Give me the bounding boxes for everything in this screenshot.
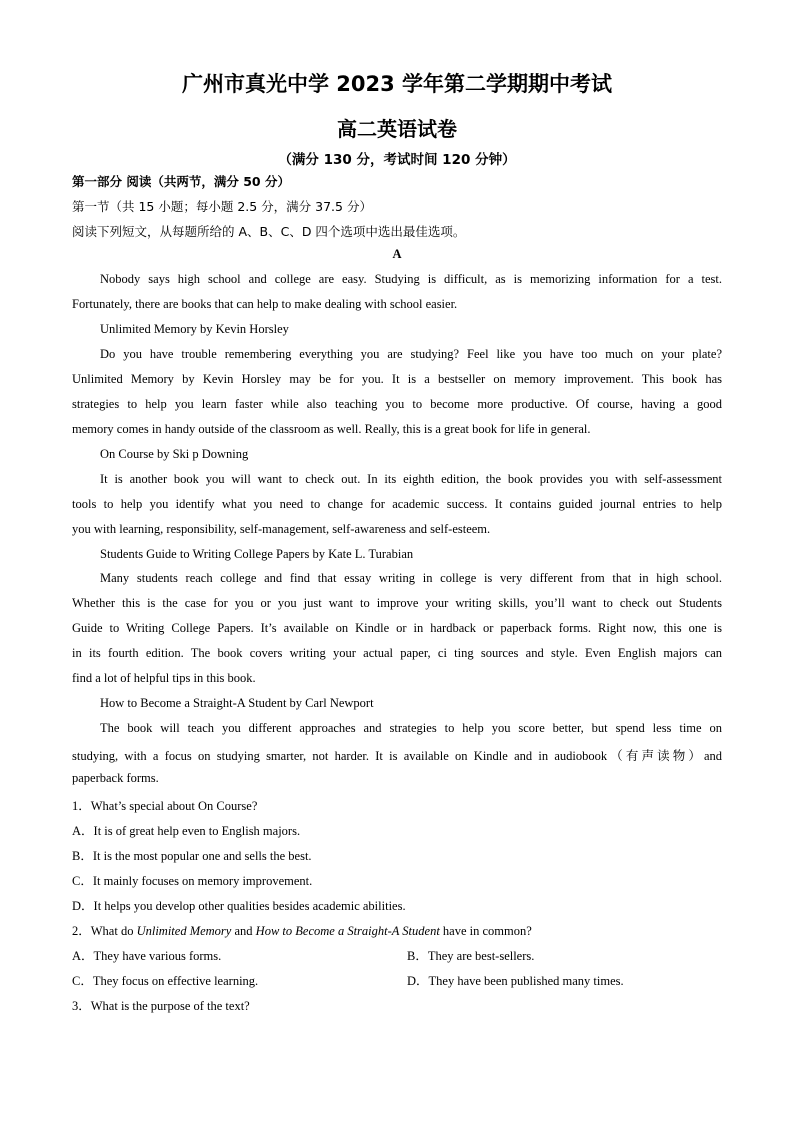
passage-line: studying, with a focus on studying smarter, not harder. It is available on Kindle and in audiobook（有声读物）and — [72, 749, 722, 763]
q1-option-b: B．It is the most popular one and sells the best. — [72, 849, 312, 863]
passage-line: strategies to help you learn faster while also teaching you to become more productive. Of course, having a good — [72, 397, 722, 411]
q2-book-title: Unlimited Memory — [136, 924, 232, 938]
q1-option-c: C．It mainly focuses on memory improvement. — [72, 874, 313, 888]
q2-text: have in common? — [439, 924, 532, 938]
q1-option-d: D．It helps you develop other qualities besides academic abilities. — [72, 899, 406, 913]
q2-option-b: B．They are best-sellers. — [407, 949, 535, 963]
section-instruction: 阅读下列短文，从每题所给的 A、B、C、D 四个选项中选出最佳选项。 — [72, 224, 466, 239]
q2-text: 2．What do — [72, 924, 137, 938]
q2-option-c: C．They focus on effective learning. — [72, 974, 259, 988]
passage-line: memory comes in handy outside of the classroom as well. Really, this is a great book for life in general. — [72, 422, 591, 436]
section-subpart: 第一节（共 15 小题；每小题 2.5 分，满分 37.5 分） — [72, 199, 372, 214]
q2-option-d: D．They have been published many times. — [407, 974, 624, 988]
question-3: 3．What is the purpose of the text? — [72, 999, 250, 1013]
book-heading: On Course by Ski p Downing — [100, 447, 249, 461]
passage-line: Whether this is the case for you or you just want to improve your writing skills, you’ll want to check out Students — [72, 596, 722, 610]
passage-line: Fortunately, there are books that can help to make dealing with school easier. — [72, 297, 458, 311]
q2-text: and — [231, 924, 256, 938]
passage-line: Unlimited Memory by Kevin Horsley may be for you. It is a bestseller on memory improvement. This book has — [72, 372, 722, 386]
passage-line: in its fourth edition. The book covers writing your actual paper, ci ting sources and style. Even English majors can — [72, 646, 722, 660]
exam-title: 广州市真光中学 2023 学年第二学期期中考试 — [181, 72, 613, 96]
exam-subtitle: 高二英语试卷 — [337, 117, 457, 141]
passage-label: A — [392, 247, 402, 261]
question-1: 1．What’s special about On Course? — [72, 799, 258, 813]
question-2 — [72, 921, 532, 939]
q2-book-title: How to Become a Straight-A Student — [255, 924, 440, 938]
exam-note: （满分 130 分，考试时间 120 分钟） — [278, 152, 516, 168]
passage-line: you with learning, responsibility, self-management, self-awareness and self-esteem. — [72, 522, 491, 536]
book-heading: Students Guide to Writing College Papers by Kate L. Turabian — [100, 547, 414, 561]
passage-line: find a lot of helpful tips in this book. — [72, 671, 256, 685]
passage-line: Guide to Writing College Papers. It’s available on Kindle or in hardback or paperback forms. Right now, this one is — [72, 621, 722, 635]
passage-line: Do you have trouble remembering everything you are studying? Feel like you have too much on your plate? — [100, 347, 722, 361]
q1-option-a: A．It is of great help even to English majors. — [72, 824, 301, 838]
passage-line: It is another book you will want to check out. In its eighth edition, the book provides you with self-assessment — [100, 472, 722, 486]
passage-line: paperback forms. — [72, 771, 159, 785]
passage-line: Nobody says high school and college are easy. Studying is difficult, as is memorizing information for a test. — [100, 272, 722, 286]
section-part: 第一部分 阅读（共两节，满分 50 分） — [72, 174, 290, 189]
passage-line: tools to help you identify what you need to change for academic success. It contains guided journal entries to help — [72, 497, 722, 511]
book-heading: Unlimited Memory by Kevin Horsley — [100, 322, 289, 336]
passage-line: The book will teach you different approaches and strategies to help you score better, but spend less time on — [100, 721, 722, 735]
book-heading: How to Become a Straight-A Student by Carl Newport — [100, 696, 374, 710]
q2-option-a: A．They have various forms. — [72, 949, 222, 963]
passage-line: Many students reach college and find that essay writing in college is very different from that in high school. — [100, 571, 722, 585]
